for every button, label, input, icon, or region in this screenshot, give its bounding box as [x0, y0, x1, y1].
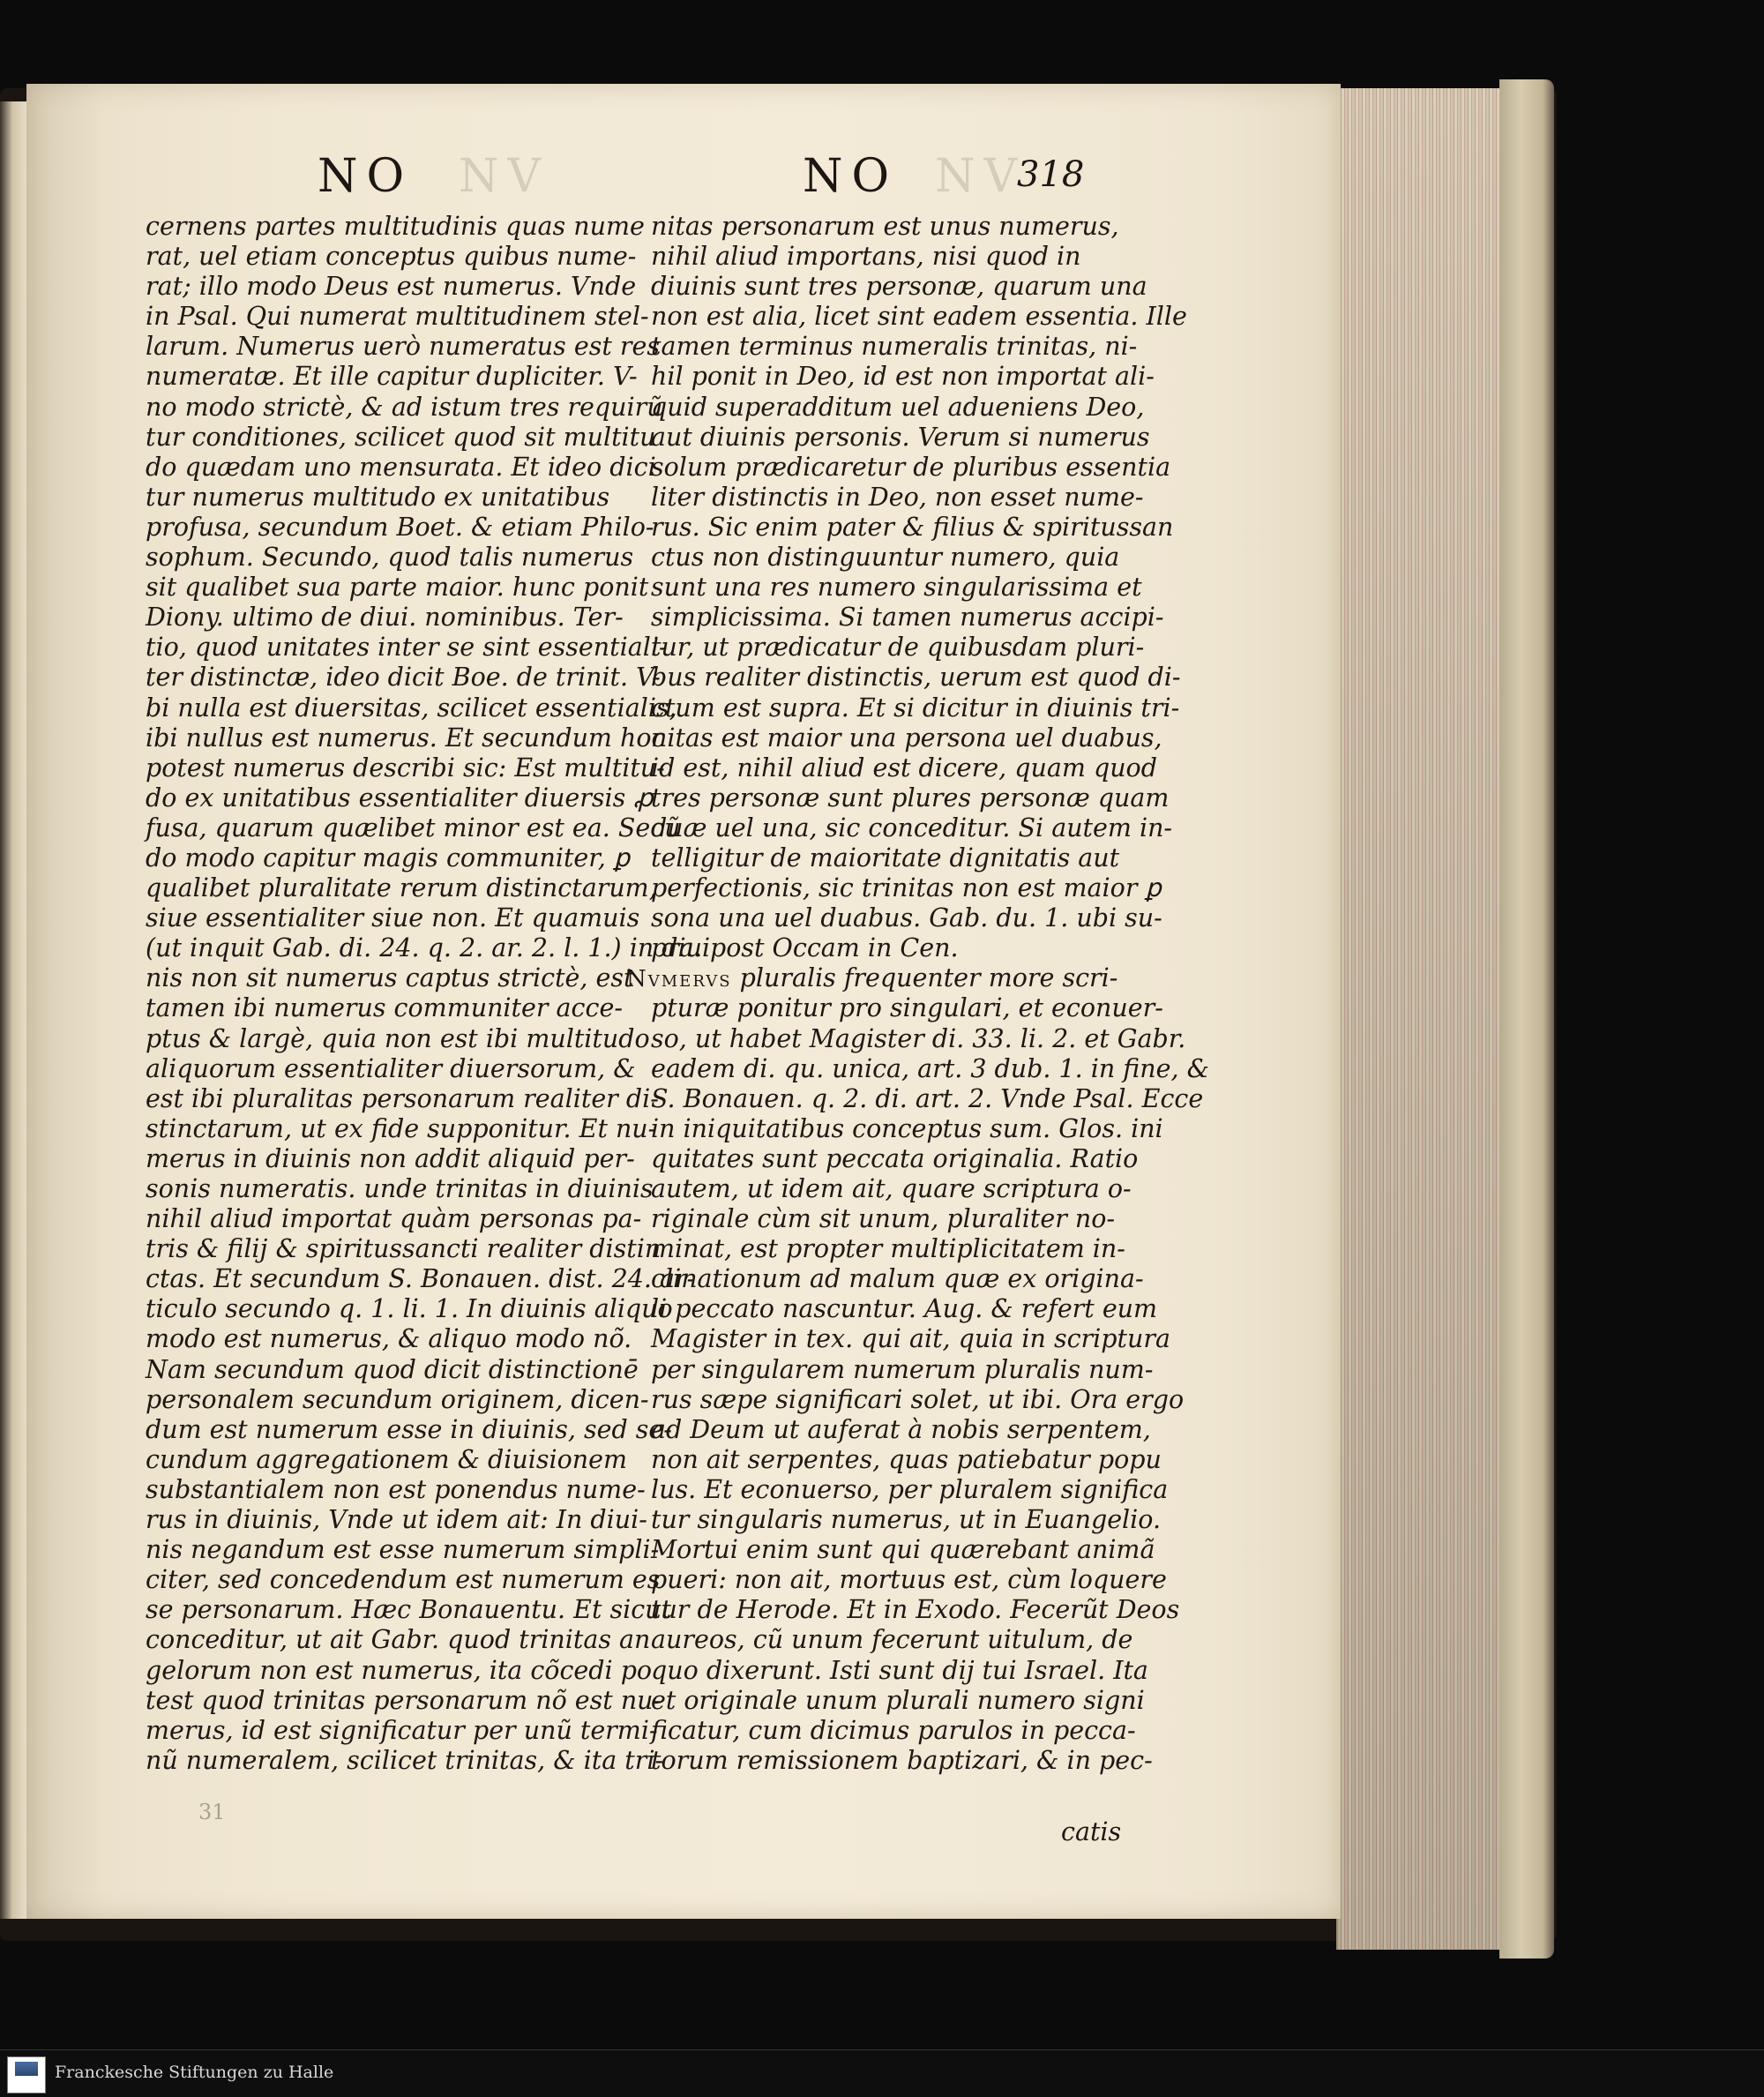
text-line: aureos, cũ unum fecerunt uitulum, de: [651, 1625, 1133, 1655]
text-line: tamen ibi numerus communiter acce-: [146, 993, 623, 1023]
text-line: quo dixerunt. Isti sunt dij tui Israel. Ita: [651, 1655, 1148, 1685]
text-line: riginale cùm sit unum, pluraliter no-: [651, 1204, 1116, 1234]
text-line: merus in diuinis non addit aliquid per-: [146, 1143, 635, 1173]
text-line: personalem secundum originem, dicen-: [146, 1384, 649, 1414]
text-line: nis non sit numerus captus strictè, est: [146, 963, 634, 993]
fore-edge-pages: [1336, 88, 1506, 1950]
text-line: duæ uel una, sic conceditur. Si autem in-: [651, 813, 1173, 843]
text-line: sophum. Secundo, quod talis numerus: [146, 543, 634, 573]
text-line: tres personæ sunt plures personæ quam: [651, 783, 1170, 813]
text-line: quid superadditum uel adueniens Deo,: [651, 392, 1145, 422]
text-line: solum prædicaretur de pluribus essentia: [651, 452, 1171, 482]
text-line: test quod trinitas personarum nõ est nu-: [146, 1685, 662, 1715]
text-line: tur conditiones, scilicet quod sit multitu: [146, 422, 656, 452]
text-line: rat, uel etiam conceptus quibus nume-: [146, 242, 637, 272]
text-line: per singularem numerum pluralis num-: [651, 1354, 1154, 1384]
viewer-footer: [0, 2049, 1764, 2097]
text-line: merus, id est significatur per unũ termi-: [146, 1715, 658, 1745]
text-line: li peccato nascuntur. Aug. & refert eum: [651, 1294, 1158, 1324]
text-line: ficatur, cum dicimus parulos in pecca-: [651, 1715, 1136, 1745]
text-line: rus sæpe significari solet, ut ibi. Ora ergo: [651, 1384, 1185, 1414]
entry-headword-line: [626, 963, 1162, 993]
text-line: citer, sed concedendum est numerum es: [146, 1565, 661, 1595]
text-line: larum. Numerus uerò numeratus est res: [146, 332, 660, 362]
text-line: substantialem non est ponendus nume-: [146, 1474, 646, 1504]
text-line: siue essentialiter siue non. Et quamuis: [146, 903, 640, 933]
catchword: catis: [1061, 1817, 1122, 1846]
text-line: conceditur, ut ait Gabr. quod trinitas an: [146, 1625, 651, 1655]
text-line: Mortui enim sunt qui quærebant animã: [651, 1535, 1155, 1565]
text-line: pueri: non ait, mortuus est, cùm loquere: [651, 1565, 1167, 1595]
text-line: tur singularis numerus, ut in Euangelio.: [651, 1505, 1162, 1535]
text-line: do quædam uno mensurata. Et ideo dici: [146, 452, 656, 482]
text-line: no modo strictè, & ad istum tres requirũ: [146, 392, 663, 422]
text-line: ibi nullus est numerus. Et secundum hoc: [146, 723, 666, 753]
show-through-head-right: NV: [935, 150, 1027, 203]
text-line: in iniquitatibus conceptus sum. Glos. ini: [651, 1113, 1163, 1143]
text-line: id est, nihil aliud est dicere, quam quod: [651, 753, 1157, 783]
text-line: nihil aliud importat quàm personas pa-: [146, 1204, 642, 1234]
text-line: nitas est maior una persona uel duabus,: [651, 723, 1162, 753]
text-line: nis negandum est esse numerum simpli-: [146, 1535, 660, 1565]
text-line: simplicissima. Si tamen numerus accipi-: [651, 603, 1164, 633]
show-through-head-left: NV: [459, 150, 550, 203]
text-line: quitates sunt peccata originalia. Ratio: [651, 1143, 1139, 1173]
institution-logo-icon: [7, 2056, 46, 2093]
text-line: pra. post Occam in Cen.: [651, 933, 959, 963]
text-line: tio, quod unitates inter se sint essentiali-: [146, 633, 668, 663]
text-line: modo est numerus, & aliquo modo nõ.: [146, 1324, 632, 1354]
text-line: Magister in tex. qui ait, quia in scriptura: [651, 1324, 1170, 1354]
text-line: nihil aliud importans, nisi quod in: [651, 242, 1081, 272]
text-line: cundum aggregationem & diuisionem: [146, 1444, 627, 1474]
text-line: liter distinctis in Deo, non esset nume-: [651, 482, 1144, 512]
text-line: ptus & largè, quia non est ibi multitudo: [146, 1023, 650, 1053]
text-line: eadem di. qu. unica, art. 3 dub. 1. in fine, &: [651, 1053, 1209, 1083]
text-line: cernens partes multitudinis quas nume: [146, 212, 645, 241]
text-line: sona una uel duabus. Gab. du. 1. ubi su-: [651, 903, 1162, 933]
text-line: potest numerus describi sic: Est multitu-: [146, 753, 665, 783]
text-line: fusa, quarum quælibet minor est ea. Secũ: [146, 813, 681, 843]
institution-name: Franckesche Stiftungen zu Halle: [55, 2063, 334, 2082]
text-line: do modo capitur magis communiter, ꝑ: [146, 843, 630, 873]
text-line: in Psal. Qui numerat multitudinem stel-: [146, 302, 649, 332]
text-line: tamen terminus numeralis trinitas, ni-: [651, 332, 1138, 362]
text-line: aliquorum essentialiter diuersorum, &: [146, 1053, 636, 1083]
text-line: sit qualibet sua parte maior. hunc ponit: [146, 573, 649, 603]
page-number: 318: [1017, 154, 1085, 195]
text-line: qualibet pluralitate rerum distinctarum,: [146, 873, 657, 903]
text-line: S. Bonauen. q. 2. di. art. 2. Vnde Psal. Ecce: [651, 1083, 1204, 1113]
text-line: (ut inquit Gab. di. 24. q. 2. ar. 2. l. 1.) in diui: [146, 933, 711, 963]
text-line: numeratæ. Et ille capitur dupliciter. V-: [146, 362, 638, 392]
text-line: se personarum. Hæc Bonauentu. Et sicut: [146, 1595, 671, 1625]
text-line: rus in diuinis, Vnde ut idem ait: In diui-: [146, 1505, 647, 1535]
text-line: est ibi pluralitas personarum realiter di-: [146, 1083, 659, 1113]
text-line: tris & filij & spiritussancti realiter distin: [146, 1234, 662, 1264]
text-line: tur de Herode. Et in Exodo. Fecerũt Deos: [651, 1595, 1180, 1625]
text-line: ctus non distinguuntur numero, quia: [651, 543, 1120, 573]
text-line: hil ponit in Deo, id est non importat ali-: [651, 362, 1155, 392]
text-line: do ex unitatibus essentialiter diuersis ꝓ: [146, 783, 654, 813]
text-line: so, ut habet Magister di. 33. li. 2. et Gabr.: [651, 1023, 1186, 1053]
entry-first-line: pluralis frequenter more scri-: [731, 963, 1118, 993]
text-line: nũ numeralem, scilicet trinitas, & ita tri-: [146, 1745, 664, 1775]
text-line: tur numerus multitudo ex unitatibus: [146, 482, 610, 512]
text-line: perfectionis, sic trinitas non est maior ꝑ: [651, 873, 1162, 903]
text-line: minat, est propter multiplicitatem in-: [651, 1234, 1125, 1264]
vellum-cover-edge: [1499, 79, 1554, 1958]
text-line: stinctarum, ut ex fide supponitur. Et nu-: [146, 1113, 657, 1143]
text-column-right: [626, 212, 1209, 1776]
text-line: ctas. Et secundum S. Bonauen. dist. 24. ar-: [146, 1264, 696, 1294]
text-line: autem, ut idem ait, quare scriptura o-: [651, 1174, 1132, 1203]
text-line: lus. Et econuerso, per pluralem significa: [651, 1474, 1169, 1504]
text-line: non est alia, licet sint eadem essentia. Ille: [651, 302, 1187, 332]
text-line: nitas personarum est unus numerus,: [651, 212, 1119, 241]
text-line: pturæ ponitur pro singulari, et econuer-: [651, 993, 1163, 1023]
text-line: profusa, secundum Boet. & etiam Philo-: [146, 512, 654, 542]
text-line: rus. Sic enim pater & filius & spiritussan: [651, 512, 1174, 542]
text-line: ctum est supra. Et si dicitur in diuinis tri-: [651, 693, 1180, 723]
text-line: bus realiter distinctis, uerum est quod di-: [651, 663, 1181, 693]
text-line: ticulo secundo q. 1. li. 1. In diuinis aliquo: [146, 1294, 673, 1324]
text-line: dum est numerum esse in diuinis, sed se-: [146, 1414, 672, 1444]
text-line: tur, ut prædicatur de quibusdam pluri-: [651, 633, 1145, 663]
entry-headword: Nvmervs: [626, 966, 732, 993]
text-line: ad Deum ut auferat à nobis serpentem,: [651, 1414, 1151, 1444]
text-line: Diony. ultimo de diui. nominibus. Ter-: [146, 603, 624, 633]
text-line: clinationum ad malum quæ ex origina-: [651, 1264, 1144, 1294]
text-line: torum remissionem baptizari, & in pec-: [651, 1745, 1153, 1775]
running-head-right: NO: [803, 150, 899, 203]
text-line: Nam secundum quod dicit distinctionē: [146, 1354, 639, 1384]
text-line: non ait serpentes, quas patiebatur popu: [651, 1444, 1162, 1474]
text-line: et originale unum plurali numero signi: [651, 1685, 1145, 1715]
text-line: ter distinctæ, ideo dicit Boe. de trinit. V-: [146, 663, 661, 693]
text-line: sonis numeratis. unde trinitas in diuinis: [146, 1174, 654, 1203]
text-line: sunt una res numero singularissima et: [651, 573, 1142, 603]
text-line: rat; illo modo Deus est numerus. Vnde: [146, 272, 637, 302]
running-head-left: NO: [318, 150, 414, 203]
text-line: bi nulla est diuersitas, scilicet essentialis,: [146, 693, 677, 723]
text-line: gelorum non est numerus, ita cõcedi po: [146, 1655, 653, 1685]
text-line: aut diuinis personis. Verum si numerus: [651, 422, 1150, 452]
show-through-mark: 31: [198, 1800, 226, 1824]
text-line: telligitur de maioritate dignitatis aut: [651, 843, 1120, 873]
text-line: diuinis sunt tres personæ, quarum una: [651, 272, 1147, 302]
